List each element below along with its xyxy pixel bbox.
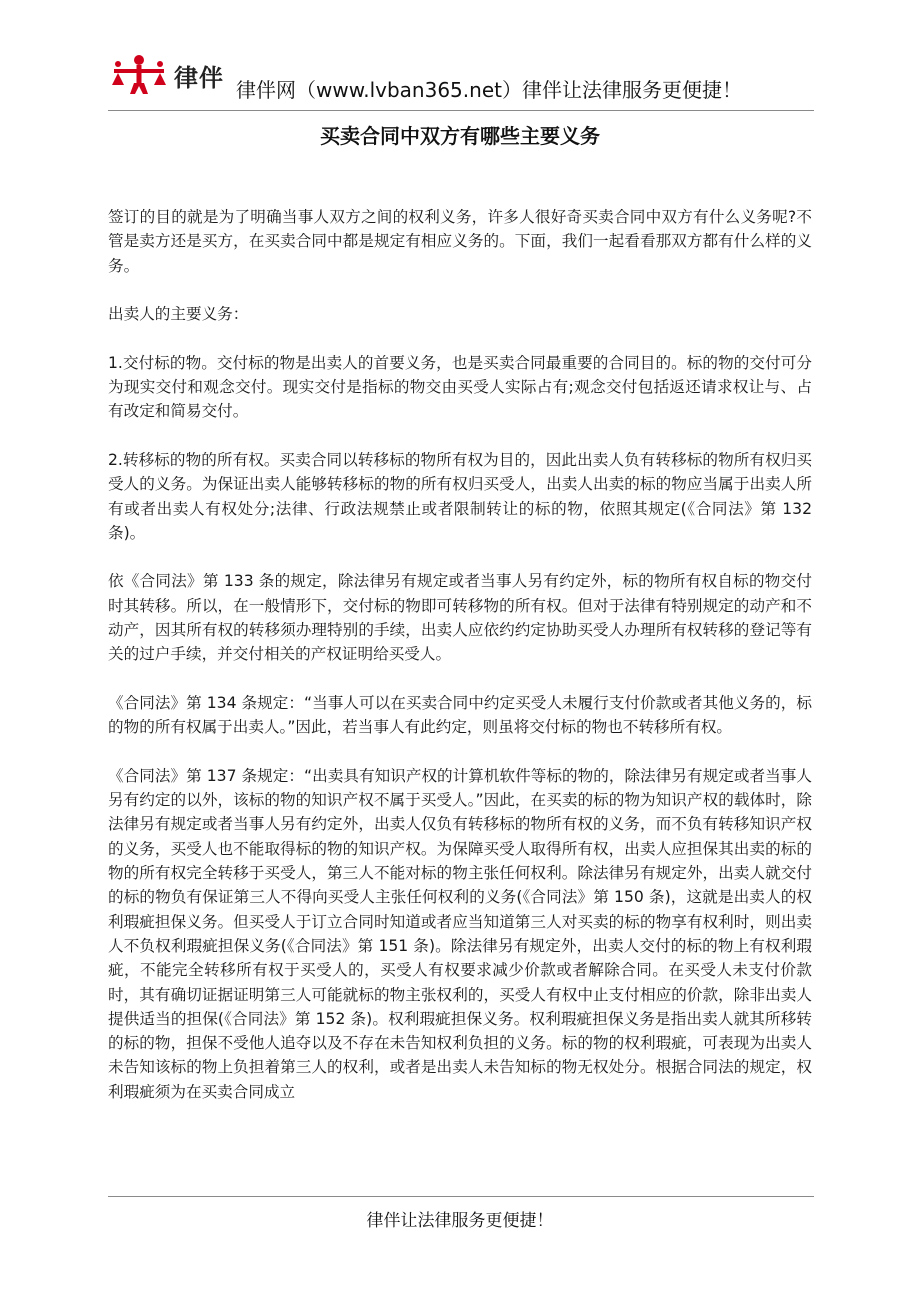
paragraph: 《合同法》第 137 条规定：“出卖具有知识产权的计算机软件等标的物的，除法律另有规定或者当事人另有约定的以外，该标的物的知识产权不属于买受人。”因此，在买卖的标的物为知识产权的载体时，除法律另有规定或者当事人另有约定外，出卖人仅负有转移标的物所有权的义务，而不负有转移知识产权的义务，买受人也不能取得标的物的知识产权。为保障买受人取得所有权，出卖人应担保其出卖的标的物的所有权完全转移于买受人，第三人不能对标的物主张任何权利。除法律另有规定外，出卖人就交付的标的物负有保证第三人不得向买受人主张任何权利的义务(《合同法》第 150 条)，这就是出卖人的权利瑕疵担保义务。但买受人于订立合同时知道或者应当知道第三人对买卖的标的物享有权利时，则出卖人不负权利瑕疵担保义务(《合同法》第 151 条)。除法律另有规定外，出卖人交付的标的物上有权利瑕疵，不能完全转移所有权于买受人的，买受人有权要求减少价款或者解除合同。在买受人未支付价款时，其有确切证据证明第三人可能就标的物主张权利的，买受人有权中止支付相应的价款，除非出卖人提供适当的担保(《合同法》第 152 条)。权利瑕疵担保义务。权利瑕疵担保义务是指出卖人就其所移转的标的物，担保不受他人追夺以及不存在未告知权利负担的义务。标的物的权利瑕疵，可表现为出卖人未告知该标的物上负担着第三人的权利，或者是出卖人未告知标的物无权处分。根据合同法的规定，权利瑕疵须为在买卖合同成立 [108, 766, 812, 1101]
page-title: 买卖合同中双方有哪些主要义务 [320, 124, 600, 148]
paragraph: 签订的目的就是为了明确当事人双方之间的权利义务，许多人很好奇买卖合同中双方有什么义务呢?不管是卖方还是买方，在买卖合同中都是规定有相应义务的。下面，我们一起看看那双方都有什么样的义务。 [108, 208, 812, 275]
footer-divider [108, 1196, 814, 1197]
footer-slogan: 律伴让法律服务更便捷！ [366, 1211, 554, 1231]
lvban-logo[interactable] [108, 52, 228, 96]
paragraph: 1.交付标的物。交付标的物是出卖人的首要义务，也是买卖合同最重要的合同目的。标的物的交付可分为现实交付和观念交付。现实交付是指标的物交由买受人实际占有;观念交付包括返还请求权让与、占有改定和简易交付。 [108, 353, 812, 421]
header-divider [108, 110, 814, 111]
scales-of-justice-icon [108, 52, 170, 96]
paragraph: 2.转移标的物的所有权。买卖合同以转移标的物所有权为目的，因此出卖人负有转移标的物所有权归买受人的义务。为保证出卖人能够转移标的物的所有权归买受人，出卖人出卖的标的物应当属于出卖人所有或者出卖人有权处分;法律、行政法规禁止或者限制转让的标的物，依照其规定(《合同法》第 132 条)。 [108, 450, 812, 542]
paragraph: 依《合同法》第 133 条的规定，除法律另有规定或者当事人另有约定外，标的物所有权自标的物交付时其转移。所以，在一般情形下，交付标的物即可转移物的所有权。但对于法律有特别规定的动产和不动产，因其所有权的转移须办理特别的手续，出卖人应依约约定协助买受人办理所有权转移的登记等有关的过户手续，并交付相关的产权证明给买受人。 [108, 572, 812, 664]
page-header [108, 52, 814, 108]
paragraph: 出卖人的主要义务： [108, 305, 249, 324]
header-slogan: 律伴网（www.lvban365.net）律伴让法律服务更便捷！ [236, 78, 742, 102]
logo-text: 律伴 [174, 64, 224, 92]
article-body [108, 205, 812, 1128]
paragraph: 《合同法》第 134 条规定：“当事人可以在买卖合同中约定买受人未履行支付价款或者其他义务的，标的物的所有权属于出卖人。”因此，若当事人有此约定，则虽将交付标的物也不转移所有权。 [108, 693, 812, 737]
